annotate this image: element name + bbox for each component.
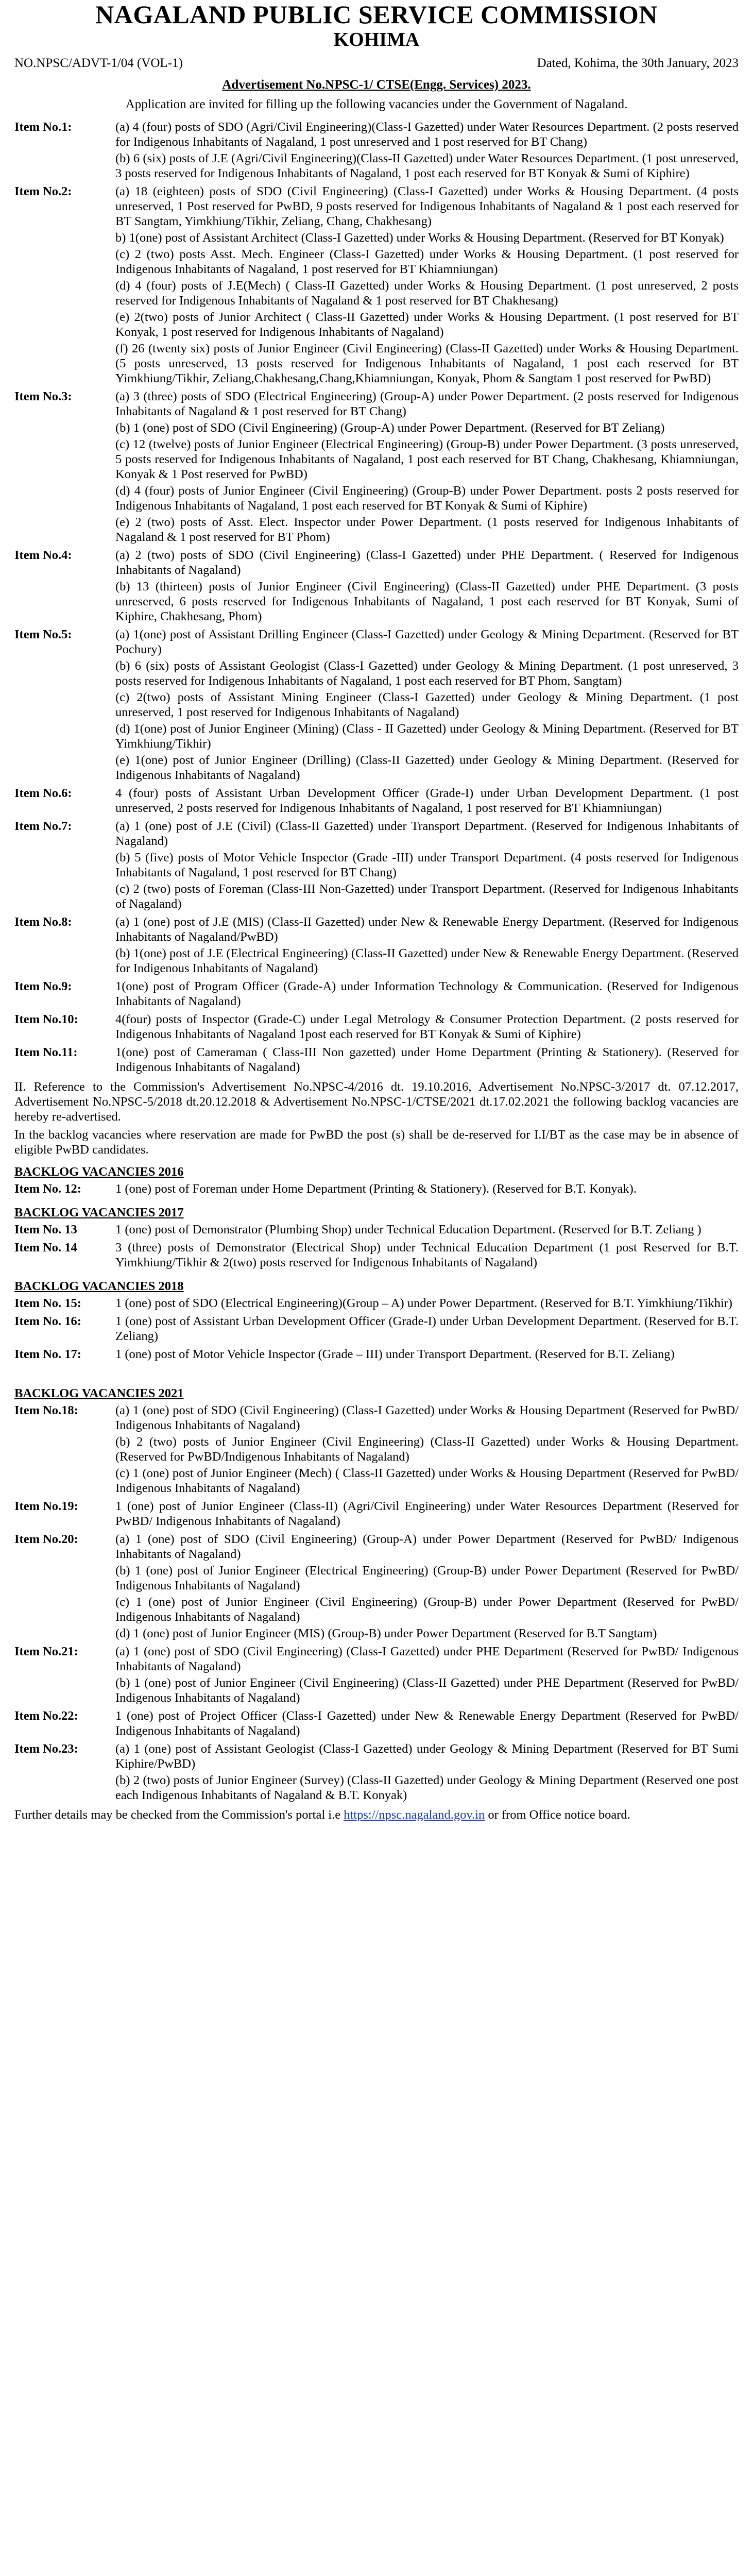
item-block [14,1347,739,1363]
item-entries [115,1012,739,1043]
vacancy-entry: (e) 2(two) posts of Junior Architect ( Class-II Gazetted) under Works & Housing Department. (1 post reserved for BT Konyak, 1 post reserved for Indigenous Inhabitants of Nagaland) [115,310,739,339]
vacancy-entry: 1 (one) post of Motor Vehicle Inspector (Grade – III) under Transport Department. (Reserved for B.T. Zeliang) [115,1347,675,1361]
vacancy-entry: (c) 2 (two) posts Asst. Mech. Engineer (Class-I Gazetted) under Works & Housing Department. (1 post reserved for Indigenous Inhabitants of Nagaland, 1 post reserved for BT Khiamniungan) [115,247,739,276]
item-block [14,1741,739,1804]
vacancy-entry: (b) 1 (one) post of Junior Engineer (Civil Engineering) (Class-II Gazetted) under PHE Department (Reserved for PwBD/ Indigenous Inhabitants of Nagaland) [115,1676,739,1705]
vacancy-entry: 4 (four) posts of Assistant Urban Development Officer (Grade-I) under Urban Development Department. (1 post unreserved, 2 posts reserved for Indigenous Inhabitants of Nagaland, 1 post reserved for BT Khiamniungan) [115,786,739,815]
item-block [14,914,739,977]
item-entries [115,1181,739,1198]
vacancy-entry: (b) 1 (one) post of Junior Engineer (Electrical Engineering) (Group-B) under Power Department (Reserved for PwBD/ Indigenous Inhabitants of Nagaland) [115,1564,739,1592]
item-number: Item No. 12: [14,1182,81,1196]
backlog-heading: BACKLOG VACANCIES 2018 [14,1279,184,1293]
item-entries [115,1708,739,1740]
item-number: Item No.7: [14,819,72,833]
further-details-prefix: Further details may be checked from the Commission's portal i.e [14,1808,341,1822]
item-block [14,1222,739,1239]
vacancy-entry: (b) 6 (six) posts of J.E (Agri/Civil Engineering)(Class-II Gazetted) under Water Resources Department. (1 post unreserved, 3 posts reserved for Indigenous Inhabitants of Nagaland, 1 post each reserved for BT Konyak & Sumi of Kiphire) [115,151,739,180]
item-number: Item No.23: [14,1742,78,1756]
vacancy-entry: 1 (one) post of Assistant Urban Development Officer (Grade-I) under Urban Development Department. (Reserved for B.T. Zeliang) [115,1314,739,1343]
vacancy-entry: (c) 2(two) posts of Assistant Mining Engineer (Class-I Gazetted) under Geology & Mining Department. (1 post unreserved, 1 post reserved for Indigenous Inhabitants of Nagaland) [115,690,739,719]
item-number: Item No.21: [14,1645,78,1658]
item-entries [115,786,739,817]
item-number: Item No.2: [14,184,72,198]
vacancy-entry: (a) 3 (three) posts of SDO (Electrical Engineering) (Group-A) under Power Department. (2 posts reserved for Indigenous Inhabitants of Nagaland & 1 post reserved for BT Chang) [115,389,739,418]
vacancy-entry: (b) 5 (five) posts of Motor Vehicle Inspector (Grade -III) under Transport Department. (4 posts reserved for Indigenous Inhabitants of Nagaland, 1 post reserved for BT Chang) [115,851,739,879]
item-entries [115,1741,739,1804]
item-block [14,1181,739,1198]
advertisement-title: Advertisement No.NPSC-1/ CTSE(Engg. Services) 2023. [222,78,531,92]
item-entries [115,1499,739,1530]
item-entries [115,819,739,913]
item-entries [115,1403,739,1497]
vacancy-entry: (a) 18 (eighteen) posts of SDO (Civil Engineering) (Class-I Gazetted) under Works & Housing Department. (4 posts unreserved, 1 Post reserved for PwBD, 9 posts reserved for Indigenous Inhabitants of Nagaland & 1 post each reserved for BT Sangtam, Yimkhiung/Tikhir, Zeliang, Chang, Chakhesang) [115,184,739,228]
vacancy-entry: (c) 12 (twelve) posts of Junior Engineer (Electrical Engineering) (Group-B) under Power Department. (3 posts unreserved, 5 posts reserved for Indigenous Inhabitants of Nagaland, 1 post each reserved for BT Chang, Chakhesang, Khiamniungan, Konyak & 1 Post reserved for PwBD) [115,437,739,481]
vacancy-entry: 1 (one) post of Junior Engineer (Class-II) (Agri/Civil Engineering) under Water Resources Department (Reserved for PwBD/ Indigenous Inhabitants of Nagaland) [115,1499,739,1528]
item-number: Item No. 15: [14,1296,81,1310]
backlog-sections [14,1164,739,1804]
item-number: Item No.5: [14,628,72,641]
vacancy-entry: (a) 1(one) post of Assistant Drilling Engineer (Class-I Gazetted) under Geology & Mining Department. (Reserved for BT Pochury) [115,628,739,656]
vacancy-entry: (a) 1 (one) post of SDO (Civil Engineering) (Class-I Gazetted) under PHE Department (Reserved for PwBD/ Indigenous Inhabitants of Nagaland) [115,1645,739,1673]
vacancy-entry: (a) 1 (one) post of Assistant Geologist (Class-I Gazetted) under Geology & Mining Department (Reserved for BT Sumi Kiphire/PwBD) [115,1742,739,1771]
item-entries [115,1532,739,1642]
item-block [14,120,739,182]
vacancy-entry: (a) 1 (one) post of J.E (Civil) (Class-II Gazetted) under Transport Department. (Reserved for Indigenous Inhabitants of Nagaland) [115,819,739,848]
vacancy-entry: (c) 1 (one) post of Junior Engineer (Civil Engineering) (Group-B) under Power Department (Reserved for PwBD/ Indigenous Inhabitants of Nagaland) [115,1595,739,1624]
org-city: KOHIMA [333,29,420,50]
item-entries [115,1222,739,1239]
item-number: Item No.22: [14,1709,78,1723]
item-number: Item No. 17: [14,1347,81,1361]
item-number: Item No.4: [14,548,72,562]
item-block [14,548,739,625]
item-number: Item No.3: [14,389,72,403]
item-entries [115,184,739,387]
item-number: Item No.9: [14,979,72,993]
backlog-heading: BACKLOG VACANCIES 2017 [14,1206,184,1219]
item-number: Item No.10: [14,1012,78,1026]
vacancy-entry: 1 (one) post of Project Officer (Class-I Gazetted) under New & Renewable Energy Department (Reserved for PwBD/ Indigenous Inhabitants of Nagaland) [115,1709,739,1738]
item-entries [115,548,739,625]
vacancy-entry: (c) 2 (two) posts of Foreman (Class-III Non-Gazetted) under Transport Department. (Reserved for Indigenous Inhabitants of Nagaland) [115,882,739,911]
vacancy-entry: (a) 4 (four) posts of SDO (Agri/Civil Engineering)(Class-I Gazetted) under Water Resources Department. (2 posts reserved for Indigenous Inhabitants of Nagaland, 1 post unreserved and 1 post reserved for BT Chang) [115,120,739,149]
vacancy-entry: (d) 4 (four) posts of Junior Engineer (Civil Engineering) (Group-B) under Power Department. posts 2 posts reserved for Indigenous Inhabitants of Nagaland, 1 post each reserved for BT Konyak & Sumi of Kiphire) [115,484,739,513]
item-number: Item No.20: [14,1532,78,1546]
item-block [14,1314,739,1345]
item-block [14,786,739,817]
item-number: Item No.18: [14,1403,78,1417]
item-number: Item No.11: [14,1045,78,1059]
item-block [14,1644,739,1707]
issue-date: Dated, Kohima, the 30th January, 2023 [537,56,739,70]
vacancy-entry: (b) 2 (two) posts of Junior Engineer (Survey) (Class-II Gazetted) under Geology & Mining Department (Reserved one post each Indigenous Inhabitants of Nagaland & B.T. Konyak) [115,1773,739,1802]
backlog-heading: BACKLOG VACANCIES 2021 [14,1386,184,1400]
vacancy-entry: 1 (one) post of SDO (Electrical Engineering)(Group – A) under Power Department. (Reserved for B.T. Yimkhiung/Tikhir) [115,1296,732,1310]
vacancy-entry: (f) 26 (twenty six) posts of Junior Engineer (Civil Engineering) (Class-II Gazetted) under Works & Housing Department. (5 posts unreserved, 13 posts reserved for Indigenous Inhabitants of Nagaland, 1 post each reserved for BT Yimkhiung/Tikhir, Zeliang,Chakhesang,Chang,Khiamniungan, Konyak, Phom & Sangtam 1 post reserved for PwBD) [115,342,739,385]
item-number: Item No.6: [14,786,72,800]
org-name: NAGALAND PUBLIC SERVICE COMMISSION [95,0,658,29]
item-entries [115,1644,739,1707]
item-entries [115,1045,739,1076]
item-block [14,389,739,546]
item-block [14,1708,739,1740]
vacancy-entry: (d) 1 (one) post of Junior Engineer (MIS) (Group-B) under Power Department (Reserved for B.T Sangtam) [115,1626,657,1640]
item-entries [115,389,739,546]
item-entries [115,627,739,784]
further-details-suffix: or from Office notice board. [488,1808,630,1822]
item-number: Item No. 16: [14,1314,81,1328]
re-advertisement-note: II. Reference to the Commission's Advertisement No.NPSC-4/2016 dt. 19.10.2016, Advertisement No.NPSC-3/2017 dt. 07.12.2017, Advertisement No.NPSC-5/2018 dt.20.12.2018 & Advertisement No.NPSC-1/CTSE/2021 dt.17.02.2021 the following backlog vacancies are hereby re-advertised. [14,1080,739,1124]
item-entries [115,1314,739,1345]
item-number: Item No. 13 [14,1223,77,1236]
reference-line [14,56,739,71]
vacancy-entry: (d) 1(one) post of Junior Engineer (Mining) (Class - II Gazetted) under Geology & Mining Department. (Reserved for BT Yimkhiung/Tikhir) [115,722,739,751]
vacancy-entry: 1(one) post of Cameraman ( Class-III Non gazetted) under Home Department (Printing & Stationery). (Reserved for Indigenous Inhabitants of Nagaland) [115,1045,739,1074]
item-entries [115,120,739,182]
vacancy-entry: (c) 1 (one) post of Junior Engineer (Mech) ( Class-II Gazetted) under Works & Housing Department (Reserved for PwBD/ Indigenous Inhabitants of Nagaland) [115,1466,739,1495]
item-block [14,627,739,784]
vacancy-entry: (e) 2 (two) posts of Asst. Elect. Inspector under Power Department. (1 posts reserved for Indigenous Inhabitants of Nagaland & 1 post reserved for BT Phom) [115,515,739,544]
item-entries [115,1347,739,1363]
item-block [14,1403,739,1497]
item-block [14,819,739,913]
vacancy-entry: (d) 4 (four) posts of J.E(Mech) ( Class-II Gazetted) under Works & Housing Department. (1 post unreserved, 2 posts reserved for Indigenous Inhabitants of Nagaland & 1 post reserved for BT Chakhesang) [115,279,739,308]
item-block [14,1045,739,1076]
item-entries [115,979,739,1010]
vacancy-entry: (a) 2 (two) posts of SDO (Civil Engineering) (Class-I Gazetted) under PHE Department. ( Reserved for Indigenous Inhabitants of Nagaland) [115,548,739,577]
reference-number: NO.NPSC/ADVT-1/04 (VOL-1) [14,56,183,70]
vacancy-entry: 4(four) posts of Inspector (Grade-C) under Legal Metrology & Consumer Protection Department. (2 posts reserved for Indigenous Inhabitants of Nagaland 1post each reserved for BT Konyak & Sumi of Kiphire) [115,1012,739,1041]
vacancy-entry: (b) 1 (one) post of SDO (Civil Engineering) (Group-A) under Power Department. (Reserved for BT Zeliang) [115,421,665,435]
vacancy-entry: (a) 1 (one) post of J.E (MIS) (Class-II Gazetted) under New & Renewable Energy Department. (Reserved for Indigenous Inhabitants of Nagaland/PwBD) [115,915,739,944]
vacancy-entry: 1 (one) post of Demonstrator (Plumbing Shop) under Technical Education Department. (Reserved for B.T. Zeliang ) [115,1223,701,1236]
item-block [14,1296,739,1312]
pwbd-dereservation-note: In the backlog vacancies where reservation are made for PwBD the post (s) shall be de-reserved for I.I/BT as the case may be in absence of eligible PwBD candidates. [14,1128,739,1157]
item-entries [115,1296,739,1312]
item-number: Item No.8: [14,915,72,929]
item-number: Item No.1: [14,120,72,134]
item-block [14,1012,739,1043]
item-list [14,120,739,1076]
item-number: Item No. 14 [14,1241,77,1255]
vacancy-entry: (b) 6 (six) posts of Assistant Geologist (Class-I Gazetted) under Geology & Mining Department. (1 post unreserved, 3 posts reserved for Indigenous Inhabitants of Nagaland, 1 post each reserved for BT Phom, Sangtam) [115,659,739,688]
intro-text: Application are invited for filling up the following vacancies under the Government of Nagaland. [125,97,628,111]
vacancy-entry: (b) 1(one) post of J.E (Electrical Engineering) (Class-II Gazetted) under New & Renewable Energy Department. (Reserved for Indigenous Inhabitants of Nagaland) [115,946,739,975]
portal-link[interactable]: https://npsc.nagaland.gov.in [344,1808,485,1822]
further-details [14,1807,739,1822]
vacancy-entry: 1 (one) post of Foreman under Home Department (Printing & Stationery). (Reserved for B.T. Konyak). [115,1182,637,1196]
vacancy-entry: b) 1(one) post of Assistant Architect (Class-I Gazetted) under Works & Housing Department. (Reserved for BT Konyak) [115,231,724,245]
item-block [14,1240,739,1272]
item-entries [115,1240,739,1272]
item-block [14,184,739,387]
vacancy-entry: (e) 1(one) post of Junior Engineer (Drilling) (Class-II Gazetted) under Geology & Mining Department. (Reserved for Indigenous Inhabitants of Nagaland) [115,753,739,782]
item-block [14,1532,739,1642]
item-block [14,979,739,1010]
vacancy-entry: (a) 1 (one) post of SDO (Civil Engineering) (Class-I Gazetted) under Works & Housing Department (Reserved for PwBD/ Indigenous Inhabitants of Nagaland) [115,1403,739,1432]
vacancy-entry: (b) 2 (two) posts of Junior Engineer (Civil Engineering) (Class-II Gazetted) under Works & Housing Department. (Reserved for PwBD/Indigenous Inhabitants of Nagaland) [115,1435,739,1464]
item-block [14,1499,739,1530]
vacancy-entry: 1(one) post of Program Officer (Grade-A) under Information Technology & Communication. (Reserved for Indigenous Inhabitants of Nagaland) [115,979,739,1008]
vacancy-entry: (b) 13 (thirteen) posts of Junior Engineer (Civil Engineering) (Class-II Gazetted) under PHE Department. (3 posts unreserved, 6 posts reserved for Indigenous Inhabitants of Nagaland, 1 post each reserved for BT Konyak, Sumi of Kiphire, Chakhesang, Phom) [115,580,739,623]
vacancy-entry: 3 (three) posts of Demonstrator (Electrical Shop) under Technical Education Department (1 post Reserved for B.T. Yimkhiung/Tikhir & 2(two) posts reserved for Indigenous Inhabitants of Nagaland) [115,1241,739,1269]
backlog-heading: BACKLOG VACANCIES 2016 [14,1165,184,1179]
item-number: Item No.19: [14,1499,78,1513]
vacancy-entry: (a) 1 (one) post of SDO (Civil Engineering) (Group-A) under Power Department (Reserved for PwBD/ Indigenous Inhabitants of Nagaland) [115,1532,739,1561]
item-entries [115,914,739,977]
